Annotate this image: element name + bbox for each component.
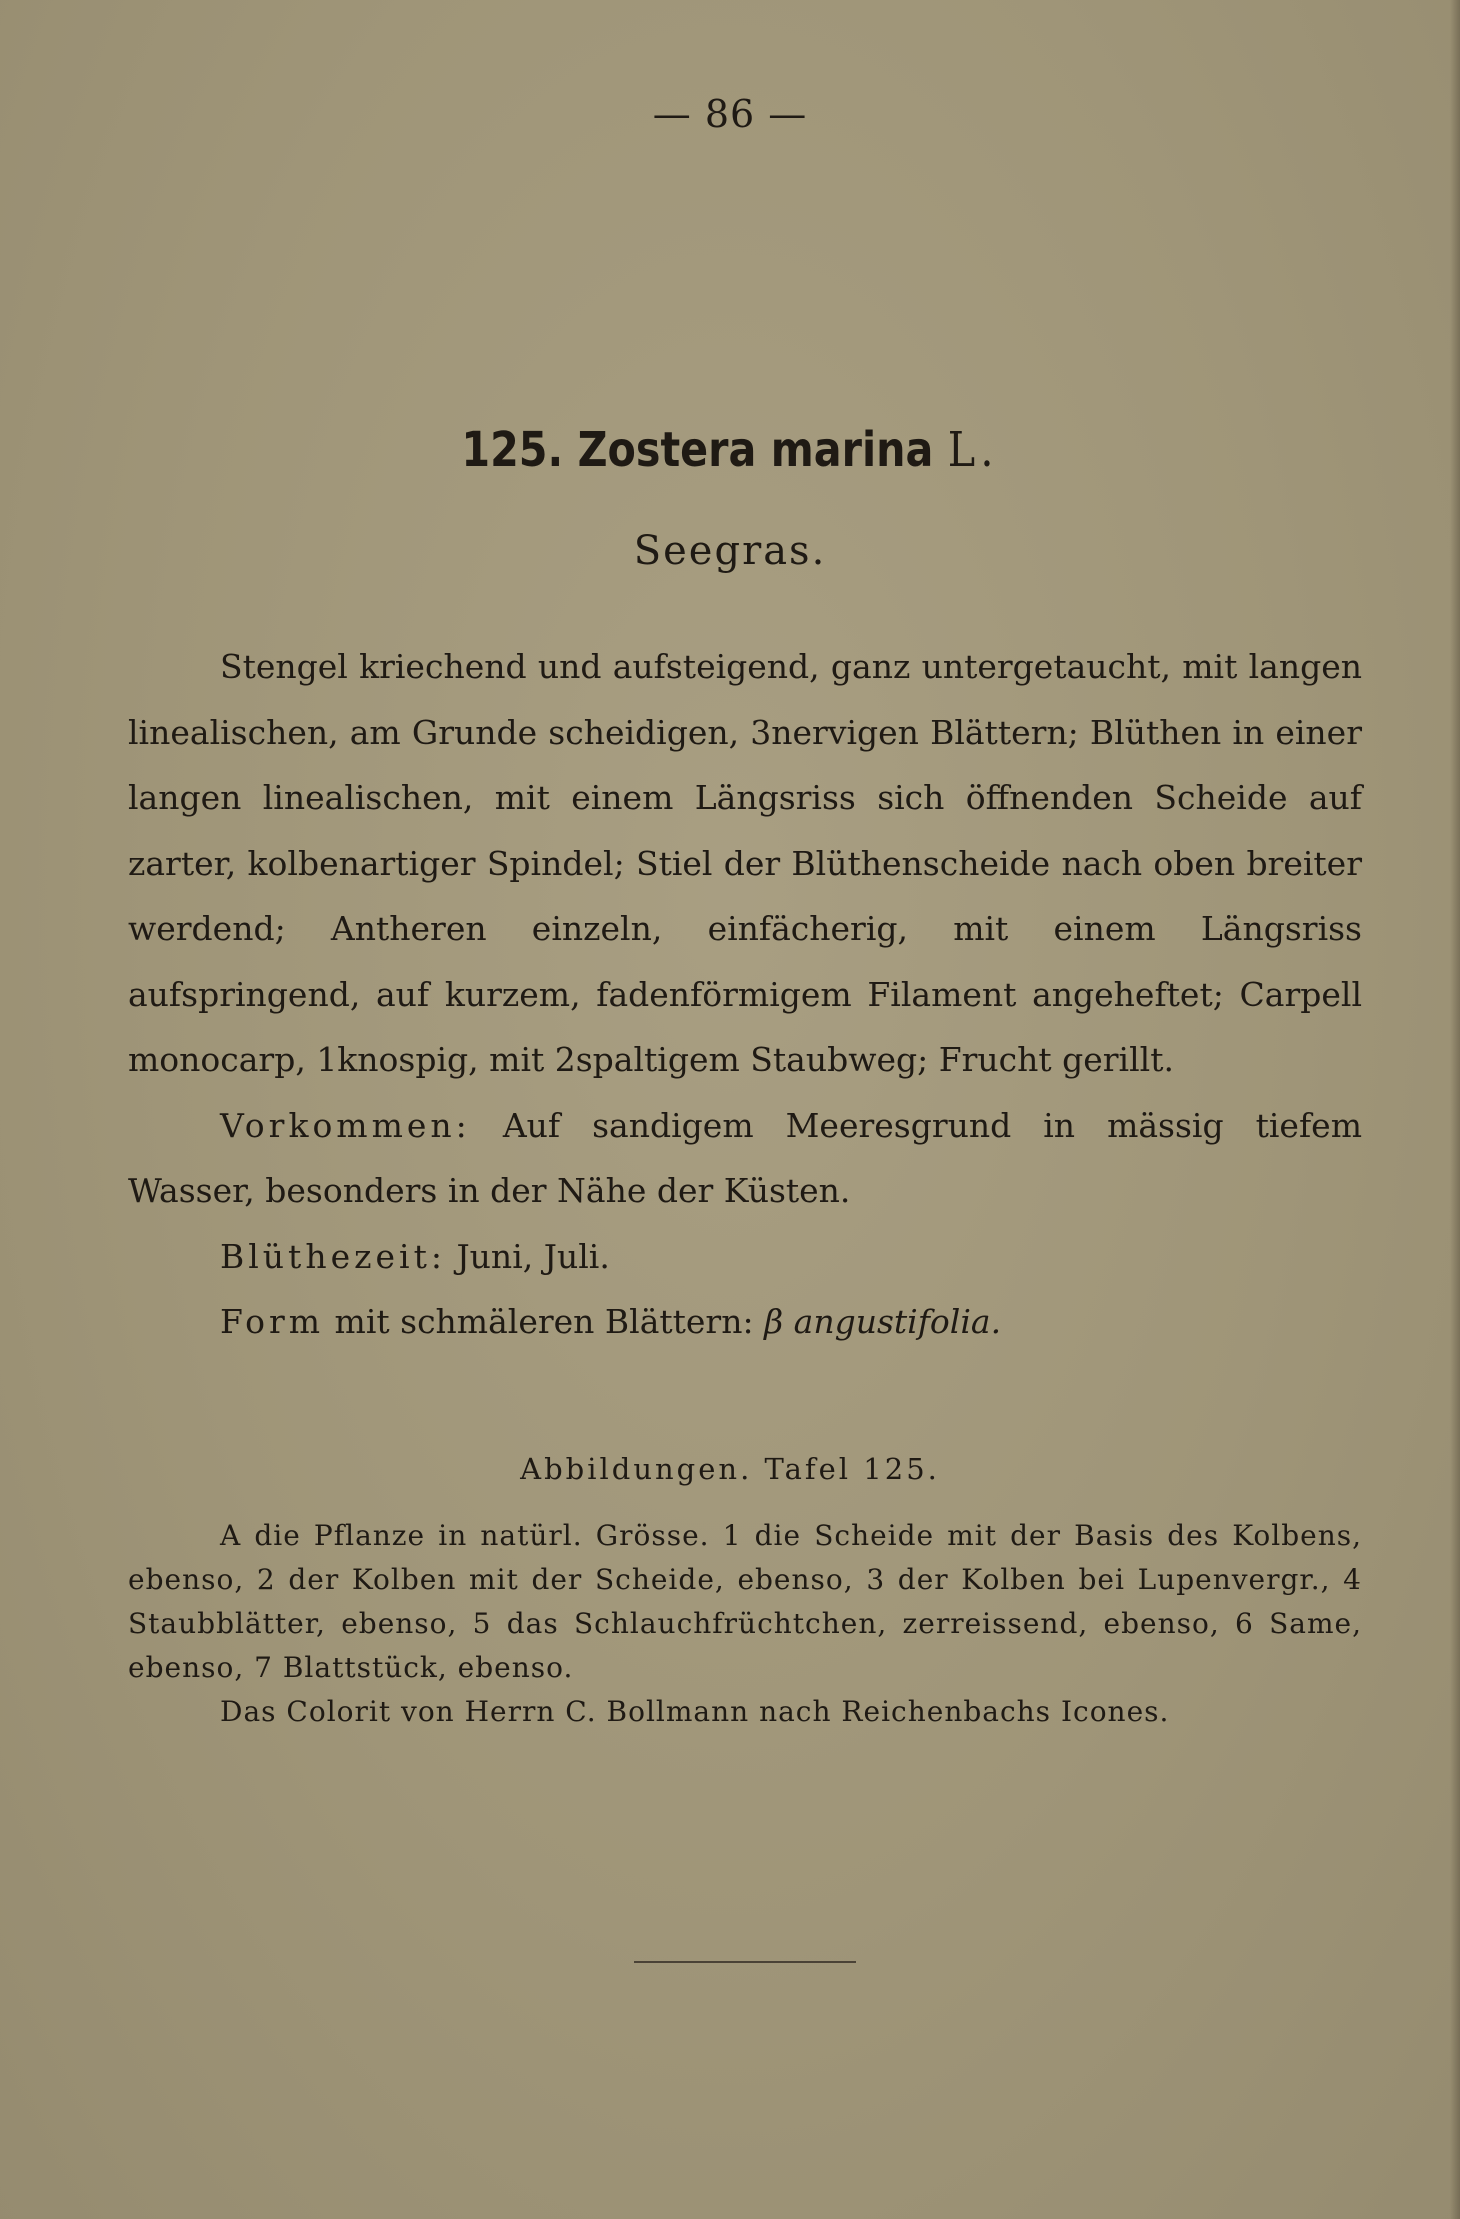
page-number: — 86 — (652, 92, 808, 136)
description-paragraph: Stengel kriechend und aufsteigend, ganz untergetaucht, mit langen linealischen, am Grunde scheidigen, 3nervigen Blättern; Blüthen in einer langen linealischen, mit einem Längsriss sich öffnenden Scheide auf zarter, kolbenartiger Spindel; Stiel der Blüthenscheide nach oben breiter werdend; Antheren einzeln, einfächerig, mit einem Längsriss aufspringend, auf kurzem, fadenförmigem Filament angeheftet; Carpell monocarp, 1knospig, mit 2spaltigem Staubweg; Frucht gerillt. (128, 647, 1362, 1079)
form-text: mit schmäleren Blättern: (334, 1302, 754, 1341)
form-variety: β angustifolia. (764, 1302, 1002, 1341)
occurrence-label: Vorkommen: (220, 1105, 471, 1145)
figures-section (128, 1514, 1362, 1734)
species-title (102, 422, 1358, 478)
species-author: L. (947, 422, 999, 478)
common-name: Seegras. (633, 528, 827, 574)
figures-credit: Das Colorit von Herrn C. Bollmann nach Reichenbachs Icones. (220, 1695, 1170, 1728)
page-edge-shadow (1450, 0, 1460, 2219)
figures-heading: Abbildungen. Tafel 125. (520, 1452, 940, 1486)
flowering-label: Blüthezeit: (220, 1236, 446, 1276)
form-label: Form (220, 1302, 325, 1341)
occurrence-paragraph (128, 1093, 1362, 1224)
flowering-text: Juni, Juli. (456, 1236, 610, 1276)
flowering-paragraph (128, 1224, 1362, 1290)
description-section (128, 634, 1362, 1355)
species-number: 125. (461, 422, 564, 478)
form-paragraph (128, 1289, 1362, 1355)
figures-text: A die Pflanze in natürl. Grösse. 1 die Scheide mit der Basis des Kolbens, ebenso, 2 der Kolben mit der Scheide, ebenso, 3 der Kolben bei Lupenvergr., 4 Staubblätter, ebenso, 5 das Schlauchfrüchtchen, zerreissend, ebenso, 6 Same, ebenso, 7 Blattstück, ebenso. (128, 1519, 1362, 1684)
closing-rule (634, 1961, 856, 1963)
occurrence-text: Auf sandigem Meeresgrund in mässig tiefem Wasser, besonders in der Nähe der Küsten. (128, 1105, 1362, 1210)
species-name: Zostera marina (577, 422, 934, 478)
